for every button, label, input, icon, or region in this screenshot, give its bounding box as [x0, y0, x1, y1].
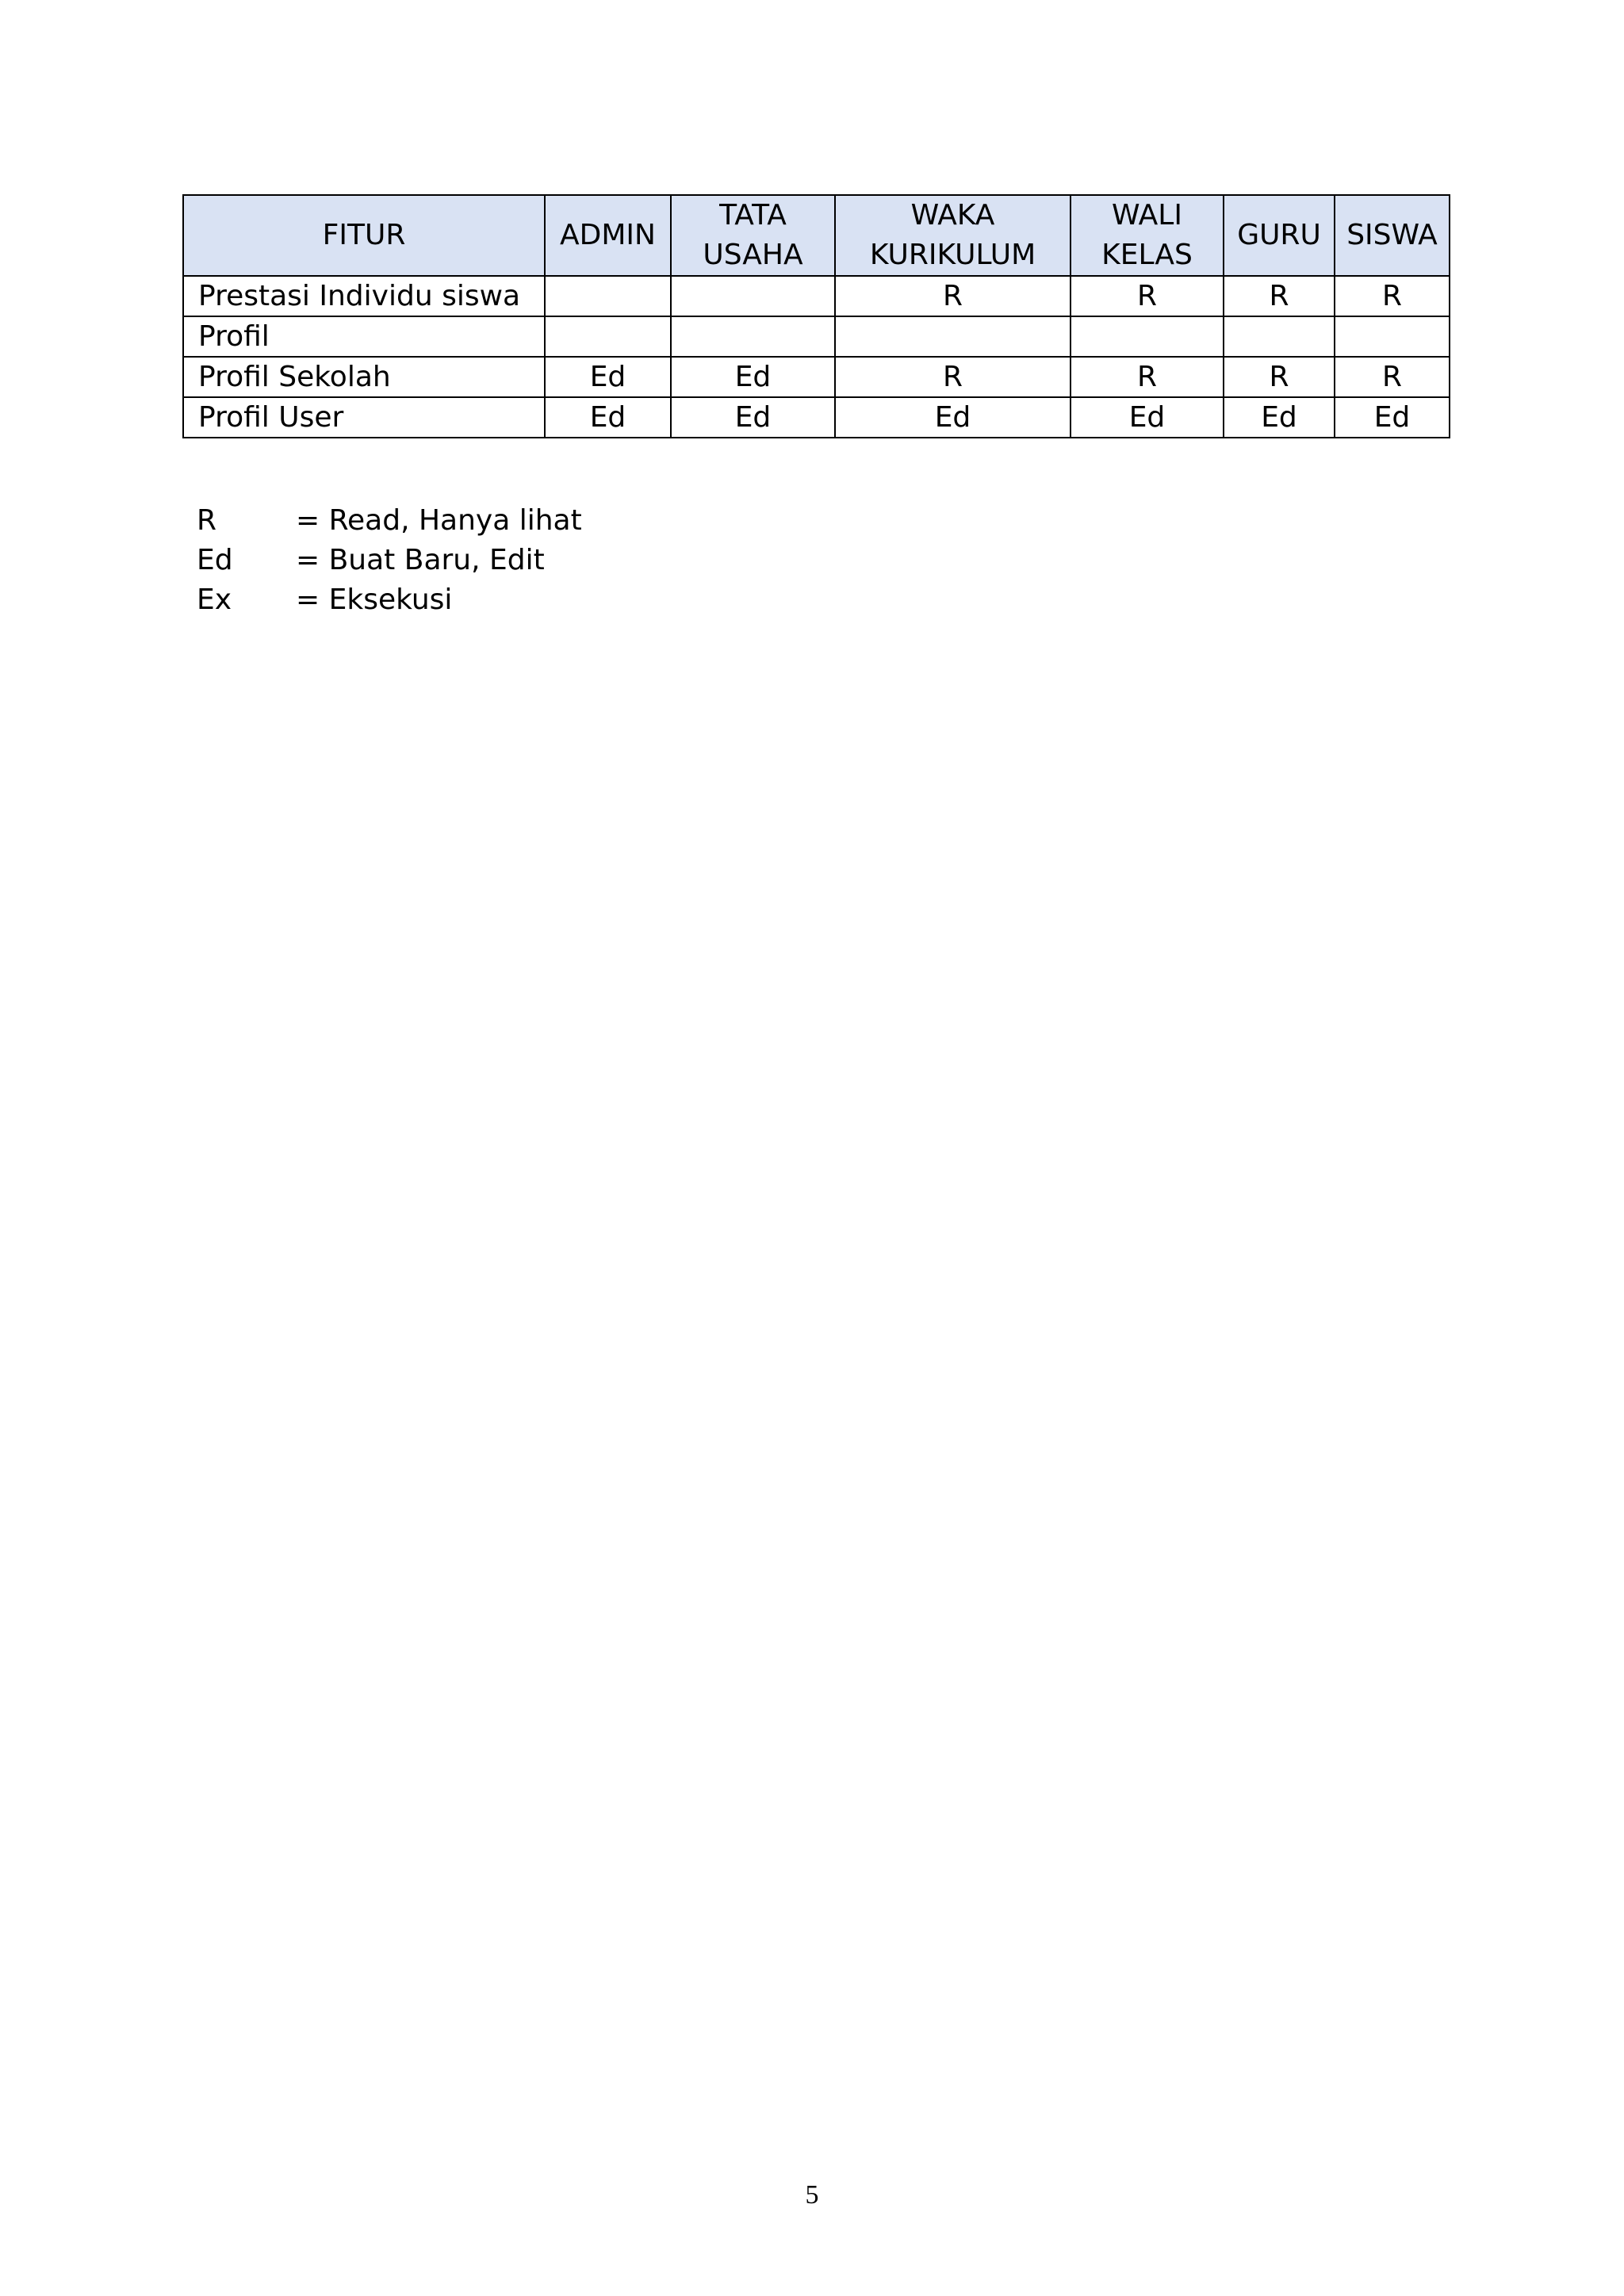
table-row [183, 316, 1450, 357]
table-cell: R [1071, 357, 1224, 397]
table-cell: Ed [1071, 397, 1224, 438]
table-cell: R [1335, 276, 1450, 316]
table-row [183, 357, 1450, 397]
table-cell [1224, 316, 1335, 357]
header-fitur: FITUR [183, 195, 545, 276]
legend-code: Ex [197, 584, 232, 616]
table-row [183, 276, 1450, 316]
legend-code: R [197, 504, 217, 537]
table-cell: R [1071, 276, 1224, 316]
table-cell-feature: Profil Sekolah [183, 357, 545, 397]
table-cell: Ed [1335, 397, 1450, 438]
table-cell-feature: Profil [183, 316, 545, 357]
table-header-row [183, 195, 1450, 276]
legend-description: = Buat Baru, Edit [296, 544, 545, 576]
legend-item-execute [197, 580, 582, 620]
table-cell [671, 276, 835, 316]
table-cell [1071, 316, 1224, 357]
header-waka-kurikulum: WAKA KURIKULUM [835, 195, 1071, 276]
table-cell: R [1335, 357, 1450, 397]
header-guru: GURU [1224, 195, 1335, 276]
header-admin: ADMIN [545, 195, 671, 276]
table-cell: Ed [671, 357, 835, 397]
table-cell: Ed [1224, 397, 1335, 438]
table-cell: Ed [671, 397, 835, 438]
header-siswa: SISWA [1335, 195, 1450, 276]
table-cell: Ed [835, 397, 1071, 438]
legend-code: Ed [197, 544, 233, 576]
legend-description: = Read, Hanya lihat [296, 504, 582, 537]
table-cell [1335, 316, 1450, 357]
table-cell [671, 316, 835, 357]
table-cell: R [835, 276, 1071, 316]
page-number: 5 [805, 2180, 819, 2210]
table-cell [545, 316, 671, 357]
table-cell [545, 276, 671, 316]
legend-description: = Eksekusi [296, 584, 453, 616]
table-cell: R [1224, 276, 1335, 316]
table-row [183, 397, 1450, 438]
legend-item-edit [197, 541, 582, 580]
legend-item-read [197, 501, 582, 541]
header-wali-kelas: WALI KELAS [1071, 195, 1224, 276]
legend [197, 501, 582, 620]
table-cell: Ed [545, 397, 671, 438]
table-cell: Ed [545, 357, 671, 397]
table-cell-feature: Profil User [183, 397, 545, 438]
table-cell: R [1224, 357, 1335, 397]
access-matrix-table [182, 194, 1450, 438]
table-cell [835, 316, 1071, 357]
header-tata-usaha: TATA USAHA [671, 195, 835, 276]
table-cell-feature: Prestasi Individu siswa [183, 276, 545, 316]
table-cell: R [835, 357, 1071, 397]
